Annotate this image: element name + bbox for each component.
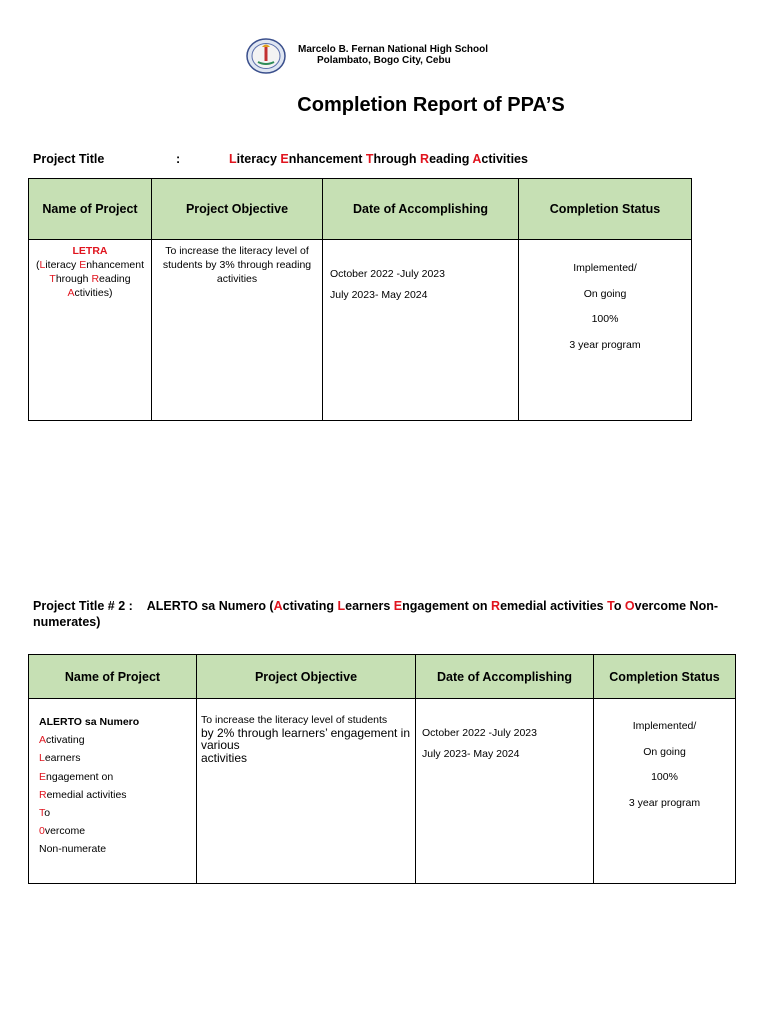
- school-seal-logo: [246, 38, 286, 74]
- date-range: October 2022 -July 2023: [330, 268, 445, 280]
- status-line: 100%: [651, 771, 678, 783]
- title-initial: R: [420, 152, 430, 166]
- acronym-word-rest: ngagement on: [46, 770, 114, 783]
- project-objective-cell: [197, 699, 416, 884]
- title-word-rest: iteracy: [236, 152, 281, 166]
- col-header-objective: Project Objective: [197, 655, 416, 699]
- col-header-name: Name of Project: [29, 179, 152, 240]
- date-range: October 2022 -July 2023: [422, 727, 537, 739]
- project1-title-colon: :: [176, 152, 181, 166]
- project1-title-line: [33, 152, 528, 166]
- acronym-initial: E: [79, 259, 87, 271]
- acronym-word-rest: hrough: [55, 273, 92, 285]
- status-line: On going: [643, 745, 686, 758]
- table-header-row: [29, 179, 692, 240]
- title-initial: E: [393, 599, 403, 613]
- title-word-rest: eading: [429, 152, 473, 166]
- objective-line: various: [201, 738, 240, 752]
- project2-title-line: [33, 598, 758, 630]
- project-acronym-expansion: [31, 258, 149, 300]
- acronym-line: [39, 749, 190, 767]
- project-name-title: ALERTO sa Numero: [39, 716, 140, 728]
- acronym-word-rest: Non-numerate: [39, 843, 107, 856]
- acronym-line: [39, 822, 190, 840]
- acronym-word-rest: iteracy: [45, 259, 80, 271]
- title-word-rest: nhancement: [288, 152, 366, 166]
- title-initial: L: [229, 152, 237, 166]
- col-header-date: Date of Accomplishing: [416, 655, 594, 699]
- project-name-cell: [29, 240, 152, 421]
- status-line: On going: [583, 287, 627, 300]
- paren: (: [36, 259, 40, 271]
- acronym-word-rest: ctivating: [46, 734, 85, 747]
- status-line: 3 year program: [569, 338, 641, 351]
- title-word-rest: earners: [345, 599, 394, 613]
- status-line: 3 year program: [628, 796, 701, 809]
- col-header-date: Date of Accomplishing: [323, 179, 519, 240]
- objective-line: To increase the literacy level of students: [201, 714, 388, 726]
- date-range: July 2023- May 2024: [422, 748, 520, 760]
- project1-title-label: Project Title: [33, 152, 105, 166]
- acronym-line: [39, 768, 190, 786]
- acronym-word-rest: emedial activities: [46, 788, 127, 801]
- acronym-word-rest: nhancement: [86, 259, 144, 271]
- acronym-line: [39, 731, 190, 749]
- acronym-word-rest: eading: [99, 273, 131, 285]
- acronym-initial: L: [39, 752, 45, 765]
- project1-title-value: [229, 152, 528, 166]
- col-header-status: Completion Status: [594, 655, 736, 699]
- title-word-rest: o: [613, 599, 625, 613]
- table-row: [29, 699, 736, 884]
- acronym-line: [39, 840, 190, 858]
- acronym-initial: T: [49, 273, 56, 285]
- title-word-rest: emedial activities: [500, 599, 608, 613]
- project-date-cell: [416, 699, 594, 884]
- school-name: Marcelo B. Fernan National High School: [298, 44, 489, 55]
- status-line: Implemented/: [632, 720, 697, 732]
- objective-line: by 2% through learners’ engagement in: [201, 725, 411, 740]
- acronym-initial: R: [91, 273, 100, 285]
- table-header-row: [29, 655, 736, 699]
- acronym-initial: E: [39, 770, 47, 783]
- project-objective-cell: To increase the literacy level of students by 3% through reading activities: [152, 240, 323, 421]
- school-address: Polambato, Bogo City, Cebu: [317, 55, 451, 66]
- date-range: July 2023- May 2024: [330, 289, 428, 301]
- acronym-initial: R: [39, 788, 47, 801]
- title-initial: T: [607, 599, 614, 613]
- acronym-initial: T: [39, 807, 45, 820]
- col-header-name: Name of Project: [29, 655, 197, 699]
- col-header-objective: Project Objective: [152, 179, 323, 240]
- project-status-cell: [594, 699, 736, 884]
- status-line: 100%: [591, 313, 619, 325]
- acronym-initial: L: [39, 259, 46, 271]
- project2-table: [28, 654, 736, 884]
- title-word-rest: vercome Non-numerates): [33, 599, 719, 629]
- school-header: [298, 44, 488, 66]
- acronym-initial: A: [39, 734, 47, 747]
- project-date-cell: [323, 240, 519, 421]
- acronym-initial: 0: [39, 825, 45, 838]
- title-initial: E: [280, 152, 289, 166]
- acronym-word-rest: earners: [44, 752, 81, 765]
- title-initial: T: [365, 152, 374, 166]
- title-initial: O: [624, 599, 635, 613]
- acronym-word-rest: ctivities): [74, 287, 113, 299]
- project1-table: [28, 178, 692, 421]
- project-status-cell: [519, 240, 692, 421]
- acronym-word-rest: vercome: [44, 825, 86, 838]
- title-initial: A: [472, 152, 482, 166]
- project2-title-label: Project Title # 2 :: [33, 599, 133, 613]
- title-word-rest: ngagement on: [402, 599, 492, 613]
- title-word-rest: ctivities: [481, 152, 528, 166]
- acronym-initial: A: [67, 287, 75, 299]
- table-row: [29, 240, 692, 421]
- title-initial: R: [491, 599, 501, 613]
- acronym-word-rest: o: [44, 807, 51, 820]
- col-header-status: Completion Status: [519, 179, 692, 240]
- status-line: Implemented/: [573, 262, 637, 274]
- project-name-cell: [29, 699, 197, 884]
- report-title: Completion Report of PPA’S: [297, 94, 565, 116]
- title-initial: A: [273, 599, 283, 613]
- title-word-rest: hrough: [373, 152, 421, 166]
- objective-line: activities: [201, 750, 248, 765]
- acronym-line: [39, 804, 190, 822]
- project2-title-prefix: ALERTO sa Numero (: [146, 599, 274, 613]
- title-word-rest: ctivating: [282, 599, 338, 613]
- acronym-line: [39, 786, 190, 804]
- title-initial: L: [337, 599, 346, 613]
- project-acronym: LETRA: [72, 245, 108, 257]
